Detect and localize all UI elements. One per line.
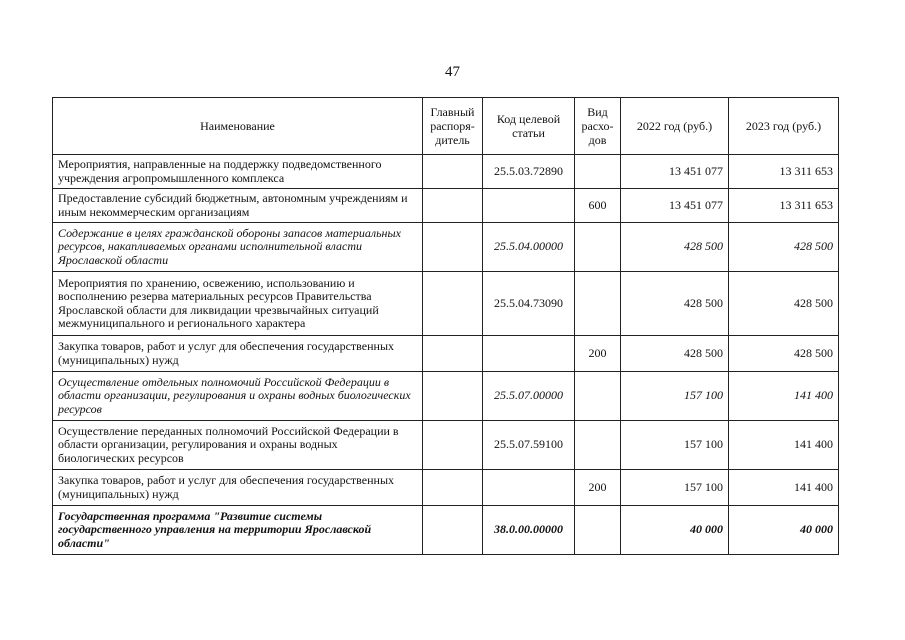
cell-main-manager: [423, 421, 483, 470]
header-name: Наименование: [53, 98, 423, 155]
cell-2023: 141 400: [729, 470, 839, 506]
cell-code: 38.0.00.00000: [483, 506, 575, 555]
cell-2022: 428 500: [621, 223, 729, 272]
table-row: [53, 421, 839, 470]
cell-expense-type: 200: [575, 470, 621, 506]
cell-2022: 40 000: [621, 506, 729, 555]
cell-name: Закупка товаров, работ и услуг для обеспечения государственных (муниципальных) нужд: [53, 336, 423, 372]
cell-2022: 157 100: [621, 372, 729, 421]
cell-code: [483, 470, 575, 506]
cell-name: Осуществление отдельных полномочий Российской Федерации в области организации, регулирования и охраны водных биологических ресурсов: [53, 372, 423, 421]
header-code: Код целевой статьи: [483, 98, 575, 155]
cell-expense-type: [575, 506, 621, 555]
budget-table: [52, 97, 839, 555]
cell-main-manager: [423, 155, 483, 189]
cell-expense-type: [575, 223, 621, 272]
cell-main-manager: [423, 272, 483, 336]
cell-2023: 141 400: [729, 421, 839, 470]
cell-code: [483, 189, 575, 223]
table-row: [53, 272, 839, 336]
header-main-manager: Главный распоря-дитель: [423, 98, 483, 155]
cell-code: [483, 336, 575, 372]
cell-2023: 13 311 653: [729, 155, 839, 189]
cell-2022: 157 100: [621, 470, 729, 506]
cell-name: Мероприятия, направленные на поддержку подведомственного учреждения агропромышленного комплекса: [53, 155, 423, 189]
cell-main-manager: [423, 372, 483, 421]
cell-name: Государственная программа "Развитие системы государственного управления на территории Ярославской области": [53, 506, 423, 555]
page-number: 47: [445, 64, 460, 80]
cell-2023: 40 000: [729, 506, 839, 555]
header-2022: 2022 год (руб.): [621, 98, 729, 155]
table-row: [53, 155, 839, 189]
cell-main-manager: [423, 470, 483, 506]
table-row: [53, 223, 839, 272]
cell-2022: 157 100: [621, 421, 729, 470]
cell-name: Предоставление субсидий бюджетным, автономным учреждениям и иным некоммерческим организациям: [53, 189, 423, 223]
cell-expense-type: [575, 155, 621, 189]
cell-expense-type: [575, 421, 621, 470]
cell-2023: 428 500: [729, 272, 839, 336]
cell-2023: 13 311 653: [729, 189, 839, 223]
cell-2022: 428 500: [621, 336, 729, 372]
cell-2022: 428 500: [621, 272, 729, 336]
cell-2023: 428 500: [729, 223, 839, 272]
table-row: [53, 470, 839, 506]
cell-name: Закупка товаров, работ и услуг для обеспечения государственных (муниципальных) нужд: [53, 470, 423, 506]
cell-expense-type: [575, 272, 621, 336]
cell-main-manager: [423, 189, 483, 223]
cell-name: Мероприятия по хранению, освежению, использованию и восполнению резерва материальных ресурсов Правительства Ярославской области для ликвидации чрезвычайных ситуаций межмуниципального и регионального характера: [53, 272, 423, 336]
table-row: [53, 336, 839, 372]
cell-name: Содержание в целях гражданской обороны запасов материальных ресурсов, накапливаемых органами исполнительной власти Ярославской области: [53, 223, 423, 272]
cell-expense-type: [575, 372, 621, 421]
cell-2023: 141 400: [729, 372, 839, 421]
cell-expense-type: 200: [575, 336, 621, 372]
cell-2022: 13 451 077: [621, 155, 729, 189]
cell-main-manager: [423, 336, 483, 372]
table-row: [53, 372, 839, 421]
cell-main-manager: [423, 506, 483, 555]
cell-2022: 13 451 077: [621, 189, 729, 223]
cell-code: 25.5.03.72890: [483, 155, 575, 189]
table-row: [53, 506, 839, 555]
cell-code: 25.5.04.73090: [483, 272, 575, 336]
cell-code: 25.5.07.00000: [483, 372, 575, 421]
cell-2023: 428 500: [729, 336, 839, 372]
table-header-row: [53, 98, 839, 155]
cell-name: Осуществление переданных полномочий Российской Федерации в области организации, регулирования и охраны водных биологических ресурсов: [53, 421, 423, 470]
cell-expense-type: 600: [575, 189, 621, 223]
header-expense-type: Вид расхо-дов: [575, 98, 621, 155]
header-2023: 2023 год (руб.): [729, 98, 839, 155]
table-row: [53, 189, 839, 223]
cell-main-manager: [423, 223, 483, 272]
cell-code: 25.5.04.00000: [483, 223, 575, 272]
cell-code: 25.5.07.59100: [483, 421, 575, 470]
